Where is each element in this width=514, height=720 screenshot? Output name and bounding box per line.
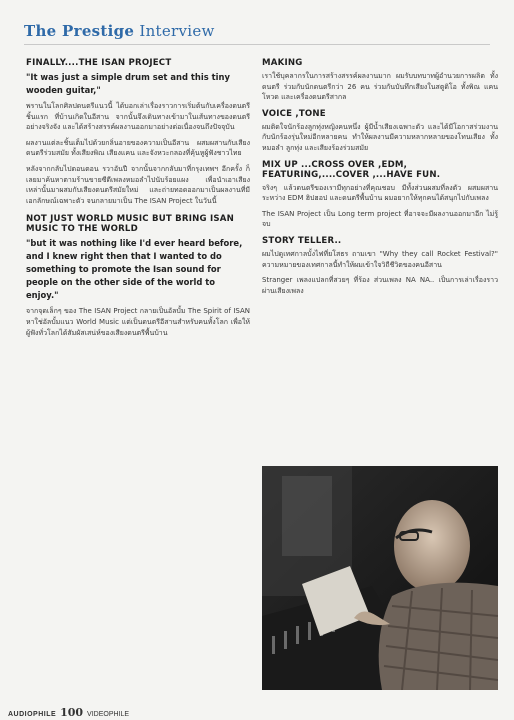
section-heading: MIX UP ...CROSS OVER ,EDM, FEATURING,....COVER ,...HAVE FUN. [262,159,441,180]
body-paragraph: ผมติดใจนักร้องลูกทุ่งหญิงคนหนึ่ง ผู้มีน้ำเสียงเฉพาะตัว และได้มีโอกาสร่วมงานกับนักร้องรุ่นใหม่อีกหลายคน ทำให้ผลงานมีความหลากหลายของโทนเสียง ทั้งหมอลำ ลูกทุ่ง และเสียงร้องร่วมสมัย [262,122,498,152]
body-paragraph: The ISAN Project เป็น Long term project ที่อาจจะมีผลงานออกมาอีก ไม่รู้จบ [262,209,498,229]
section-heading: VOICE ,TONE [262,108,326,119]
man-at-mixing-desk-photo [262,466,498,690]
footer-brand: AUDIOPHILE [8,711,57,718]
section-heading: FINALLY....THE ISAN PROJECT [26,58,172,68]
body-paragraph: Stranger เพลงแปลกที่สวยๆ ที่ร้อง ส่วนเพลง NA NA.. เป็นการเล่าเรื่องราวผ่านเสียงเพลง [262,276,498,295]
body-paragraph: พรานในโลกศิลปดนตรีแนวนี้ ได้บอกเล่าเรื่องราวการเริ่มต้นกับเครื่องดนตรีชิ้นแรก ที่บ้านเกิดในอีสาน จากนั้นจึงเดินทางเข้ามาในเส้นทางของดนตรีอย่างจริงจัง และได้สร้างสรรค์ผลงานออกมาอย่างต่อเนื่องจนถึงปัจจุบัน [26,102,250,132]
body-paragraph: จริงๆ แล้วดนตรีของเรามีทุกอย่างที่คุณชอบ มีทั้งส่วนผสมที่ลงตัว ผสมผสานระหว่าง EDM ฮิปฮอป และดนตรีพื้นบ้าน ผมอยากให้ทุกคนได้สนุกไปกับเพลง [262,183,498,203]
section-header [24,22,215,40]
header-suffix: Interview [139,22,215,40]
left-column [26,58,250,343]
body-paragraph: หลังจากกลับไปตอนตอน รวาอันปี จากนั้นจากกลับมาที่กรุงเทพฯ อีกครั้ง ก็เลยมาค้นหาตามร้านขายซีดีเพลงหมอลำไปนับร้อยแผง เพื่อนำเอาเสียงเหล่านั้นมาผสมกับเสียงดนตรีสมัยใหม่ และถ่ายทอดออกมาเป็นผลงานที่มีเอกลักษณ์เฉพาะตัว จนกลายมาเป็น The ISAN Project ในวันนี้ [26,164,250,205]
body-paragraph: จากจุดเล็กๆ ของ The ISAN Project กลายเป็นอัลบั้ม The Spirit of ISAN หาใช่อัลบั้มแนว World Music แต่เป็นดนตรีอีสานสำหรับคนทั้งโลก เพื่อให้ผู้ฟังทั่วโลกได้สัมผัสเสน่ห์ของเสียงดนตรีพื้นบ้าน [26,307,250,337]
body-paragraph: เราใช้บุคลากรในการสร้างสรรค์ผลงานมาก ผมรับบทบาทผู้อำนวยการผลิต ทั้งดนตรี ร่วมกับนักดนตรีกว่า 26 คน ร่วมกันบันทึกเสียงในสตูดิโอ ทั้งพิณ แคน โหวด และเครื่องดนตรีสากล [262,72,498,102]
right-column [262,58,498,301]
body-paragraph: ผลงานแต่ละชิ้นเต็มไปด้วยกลิ่นอายของความเป็นอีสาน ผสมผสานกับเสียงดนตรีร่วมสมัย ทั้งเสียงพิณ เสียงแคน และจังหวะกลองที่คุ้นหูผู้ฟังชาวไทย [26,138,250,158]
pull-quote: "but it was nothing like I'd ever heard before, and I knew right then that I wanted to do something to promote the Isan sound for people on the other side of the world to enjoy." [26,238,243,301]
page-footer [8,706,129,719]
header-rule [24,44,490,45]
pull-quote: "It was just a simple drum set and this tiny wooden guitar," [26,72,230,95]
section-heading: MAKING [262,58,303,68]
page-number: 100 [60,706,84,719]
section-heading: NOT JUST WORLD MUSIC BUT BRING ISAN MUSIC TO THE WORLD [26,214,235,235]
header-prefix: The Prestige [24,22,135,40]
footer-sub: VIDEOPHILE [87,711,130,718]
body-paragraph: ผมไปดูเทศกาลบั้งไฟที่ยโสธร ถามเขา "Why they call Rocket Festival?" ความหมายของเทศกาลนี้ทำให้ผมเข้าใจวิถีชีวิตของคนอีสาน [262,249,498,269]
section-heading: STORY TELLER.. [262,235,342,246]
